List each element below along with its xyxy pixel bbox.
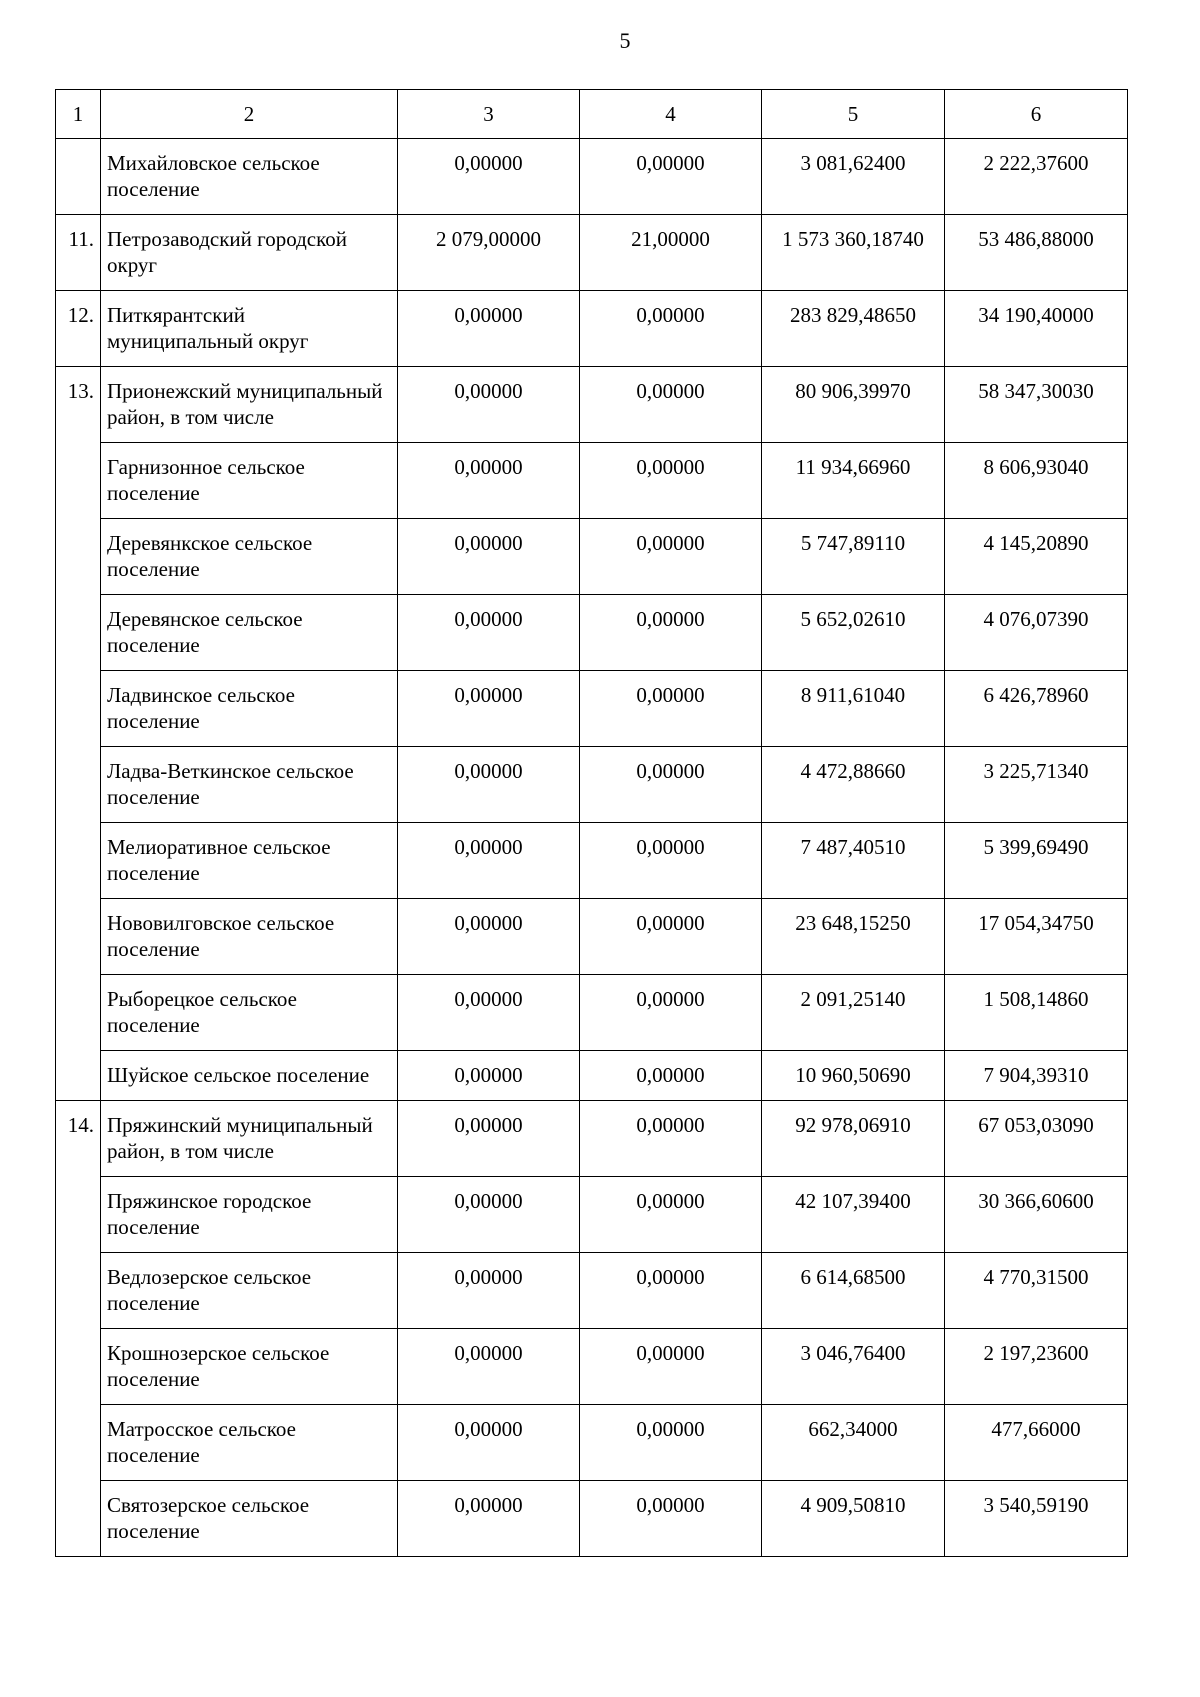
value-col6-cell: 1 508,14860 <box>945 975 1128 1051</box>
value-col4-cell: 0,00000 <box>580 747 762 823</box>
municipality-name-cell: Мелиоративное сельское поселение <box>101 823 398 899</box>
table-row <box>56 747 1128 823</box>
header-cell: 6 <box>945 90 1128 139</box>
municipality-name-cell: Михайловское сельское поселение <box>101 139 398 215</box>
value-col4-cell: 0,00000 <box>580 1051 762 1101</box>
value-col5-cell: 662,34000 <box>762 1405 945 1481</box>
municipality-name-cell: Шуйское сельское поселение <box>101 1051 398 1101</box>
value-col4-cell: 0,00000 <box>580 1329 762 1405</box>
value-col3-cell: 0,00000 <box>398 1405 580 1481</box>
municipality-name-cell: Гарнизонное сельское поселение <box>101 443 398 519</box>
value-col3-cell: 0,00000 <box>398 1329 580 1405</box>
row-number-cell <box>56 747 101 823</box>
table-row <box>56 139 1128 215</box>
value-col5-cell: 3 081,62400 <box>762 139 945 215</box>
value-col4-cell: 0,00000 <box>580 595 762 671</box>
value-col5-cell: 5 747,89110 <box>762 519 945 595</box>
row-number-cell <box>56 975 101 1051</box>
row-number-cell <box>56 1051 101 1101</box>
value-col4-cell: 0,00000 <box>580 975 762 1051</box>
value-col3-cell: 0,00000 <box>398 443 580 519</box>
value-col5-cell: 10 960,50690 <box>762 1051 945 1101</box>
value-col6-cell: 6 426,78960 <box>945 671 1128 747</box>
municipality-name-cell: Ладвинское сельское поселение <box>101 671 398 747</box>
value-col6-cell: 17 054,34750 <box>945 899 1128 975</box>
value-col3-cell: 0,00000 <box>398 595 580 671</box>
value-col5-cell: 1 573 360,18740 <box>762 215 945 291</box>
row-number-cell <box>56 1253 101 1329</box>
table-row <box>56 1329 1128 1405</box>
header-cell: 5 <box>762 90 945 139</box>
value-col6-cell: 7 904,39310 <box>945 1051 1128 1101</box>
value-col6-cell: 5 399,69490 <box>945 823 1128 899</box>
row-number-cell <box>56 443 101 519</box>
value-col3-cell: 0,00000 <box>398 671 580 747</box>
municipality-name-cell: Матросское сельское поселение <box>101 1405 398 1481</box>
value-col4-cell: 0,00000 <box>580 291 762 367</box>
value-col5-cell: 3 046,76400 <box>762 1329 945 1405</box>
table-row <box>56 1253 1128 1329</box>
row-number-cell <box>56 139 101 215</box>
value-col4-cell: 0,00000 <box>580 899 762 975</box>
value-col4-cell: 0,00000 <box>580 1253 762 1329</box>
municipality-name-cell: Ладва-Веткинское сельское поселение <box>101 747 398 823</box>
table-row <box>56 1051 1128 1101</box>
value-col3-cell: 0,00000 <box>398 823 580 899</box>
row-number-cell: 14. <box>56 1101 101 1177</box>
value-col4-cell: 21,00000 <box>580 215 762 291</box>
value-col4-cell: 0,00000 <box>580 1177 762 1253</box>
value-col6-cell: 4 145,20890 <box>945 519 1128 595</box>
value-col3-cell: 0,00000 <box>398 139 580 215</box>
header-cell: 4 <box>580 90 762 139</box>
table-row <box>56 823 1128 899</box>
value-col3-cell: 0,00000 <box>398 975 580 1051</box>
municipality-name-cell: Питкярантский муниципальный округ <box>101 291 398 367</box>
allocation-table <box>55 89 1128 1557</box>
municipality-name-cell: Петрозаводский городской округ <box>101 215 398 291</box>
row-number-cell <box>56 519 101 595</box>
value-col6-cell: 4 770,31500 <box>945 1253 1128 1329</box>
value-col3-cell: 0,00000 <box>398 1101 580 1177</box>
value-col6-cell: 3 225,71340 <box>945 747 1128 823</box>
value-col4-cell: 0,00000 <box>580 1481 762 1557</box>
municipality-name-cell: Крошнозерское сельское поселение <box>101 1329 398 1405</box>
value-col5-cell: 4 909,50810 <box>762 1481 945 1557</box>
header-cell: 2 <box>101 90 398 139</box>
value-col3-cell: 0,00000 <box>398 747 580 823</box>
value-col6-cell: 30 366,60600 <box>945 1177 1128 1253</box>
table-row <box>56 595 1128 671</box>
value-col6-cell: 67 053,03090 <box>945 1101 1128 1177</box>
value-col4-cell: 0,00000 <box>580 823 762 899</box>
value-col6-cell: 58 347,30030 <box>945 367 1128 443</box>
row-number-cell <box>56 671 101 747</box>
value-col5-cell: 23 648,15250 <box>762 899 945 975</box>
table-row <box>56 215 1128 291</box>
value-col6-cell: 2 222,37600 <box>945 139 1128 215</box>
table-row <box>56 1101 1128 1177</box>
row-number-cell: 11. <box>56 215 101 291</box>
municipality-name-cell: Святозерское сельское поселение <box>101 1481 398 1557</box>
value-col6-cell: 34 190,40000 <box>945 291 1128 367</box>
table-row <box>56 671 1128 747</box>
value-col4-cell: 0,00000 <box>580 1405 762 1481</box>
row-number-cell: 12. <box>56 291 101 367</box>
table-row <box>56 1177 1128 1253</box>
row-number-cell <box>56 1481 101 1557</box>
value-col5-cell: 4 472,88660 <box>762 747 945 823</box>
row-number-cell <box>56 1177 101 1253</box>
value-col6-cell: 8 606,93040 <box>945 443 1128 519</box>
header-cell: 3 <box>398 90 580 139</box>
header-cell: 1 <box>56 90 101 139</box>
value-col5-cell: 7 487,40510 <box>762 823 945 899</box>
municipality-name-cell: Деревянкское сельское поселение <box>101 519 398 595</box>
value-col4-cell: 0,00000 <box>580 367 762 443</box>
table-row <box>56 291 1128 367</box>
table-row <box>56 975 1128 1051</box>
municipality-name-cell: Рыборецкое сельское поселение <box>101 975 398 1051</box>
table-row <box>56 1481 1128 1557</box>
value-col6-cell: 477,66000 <box>945 1405 1128 1481</box>
value-col3-cell: 0,00000 <box>398 1051 580 1101</box>
municipality-name-cell: Ведлозерское сельское поселение <box>101 1253 398 1329</box>
row-number-cell <box>56 1405 101 1481</box>
table-row <box>56 899 1128 975</box>
row-number-cell <box>56 595 101 671</box>
municipality-name-cell: Нововилговское сельское поселение <box>101 899 398 975</box>
value-col3-cell: 0,00000 <box>398 291 580 367</box>
table-row <box>56 367 1128 443</box>
value-col5-cell: 42 107,39400 <box>762 1177 945 1253</box>
row-number-cell <box>56 1329 101 1405</box>
value-col3-cell: 0,00000 <box>398 1253 580 1329</box>
row-number-cell <box>56 823 101 899</box>
value-col6-cell: 4 076,07390 <box>945 595 1128 671</box>
municipality-name-cell: Пряжинское городское поселение <box>101 1177 398 1253</box>
page-number: 5 <box>619 28 631 53</box>
table-body <box>56 139 1128 1557</box>
value-col4-cell: 0,00000 <box>580 671 762 747</box>
municipality-name-cell: Прионежский муниципальный район, в том числе <box>101 367 398 443</box>
value-col5-cell: 2 091,25140 <box>762 975 945 1051</box>
value-col5-cell: 6 614,68500 <box>762 1253 945 1329</box>
value-col4-cell: 0,00000 <box>580 1101 762 1177</box>
value-col3-cell: 0,00000 <box>398 1177 580 1253</box>
value-col3-cell: 2 079,00000 <box>398 215 580 291</box>
value-col3-cell: 0,00000 <box>398 1481 580 1557</box>
municipality-name-cell: Деревянское сельское поселение <box>101 595 398 671</box>
value-col4-cell: 0,00000 <box>580 443 762 519</box>
value-col3-cell: 0,00000 <box>398 519 580 595</box>
value-col4-cell: 0,00000 <box>580 139 762 215</box>
value-col6-cell: 3 540,59190 <box>945 1481 1128 1557</box>
value-col3-cell: 0,00000 <box>398 899 580 975</box>
value-col6-cell: 2 197,23600 <box>945 1329 1128 1405</box>
value-col6-cell: 53 486,88000 <box>945 215 1128 291</box>
value-col4-cell: 0,00000 <box>580 519 762 595</box>
value-col5-cell: 92 978,06910 <box>762 1101 945 1177</box>
value-col3-cell: 0,00000 <box>398 367 580 443</box>
value-col5-cell: 8 911,61040 <box>762 671 945 747</box>
value-col5-cell: 283 829,48650 <box>762 291 945 367</box>
table-row <box>56 1405 1128 1481</box>
municipality-name-cell: Пряжинский муниципальный район, в том числе <box>101 1101 398 1177</box>
value-col5-cell: 5 652,02610 <box>762 595 945 671</box>
table-row <box>56 443 1128 519</box>
table-row <box>56 519 1128 595</box>
row-number-cell: 13. <box>56 367 101 443</box>
value-col5-cell: 80 906,39970 <box>762 367 945 443</box>
row-number-cell <box>56 899 101 975</box>
value-col5-cell: 11 934,66960 <box>762 443 945 519</box>
table-header-row <box>56 90 1128 139</box>
